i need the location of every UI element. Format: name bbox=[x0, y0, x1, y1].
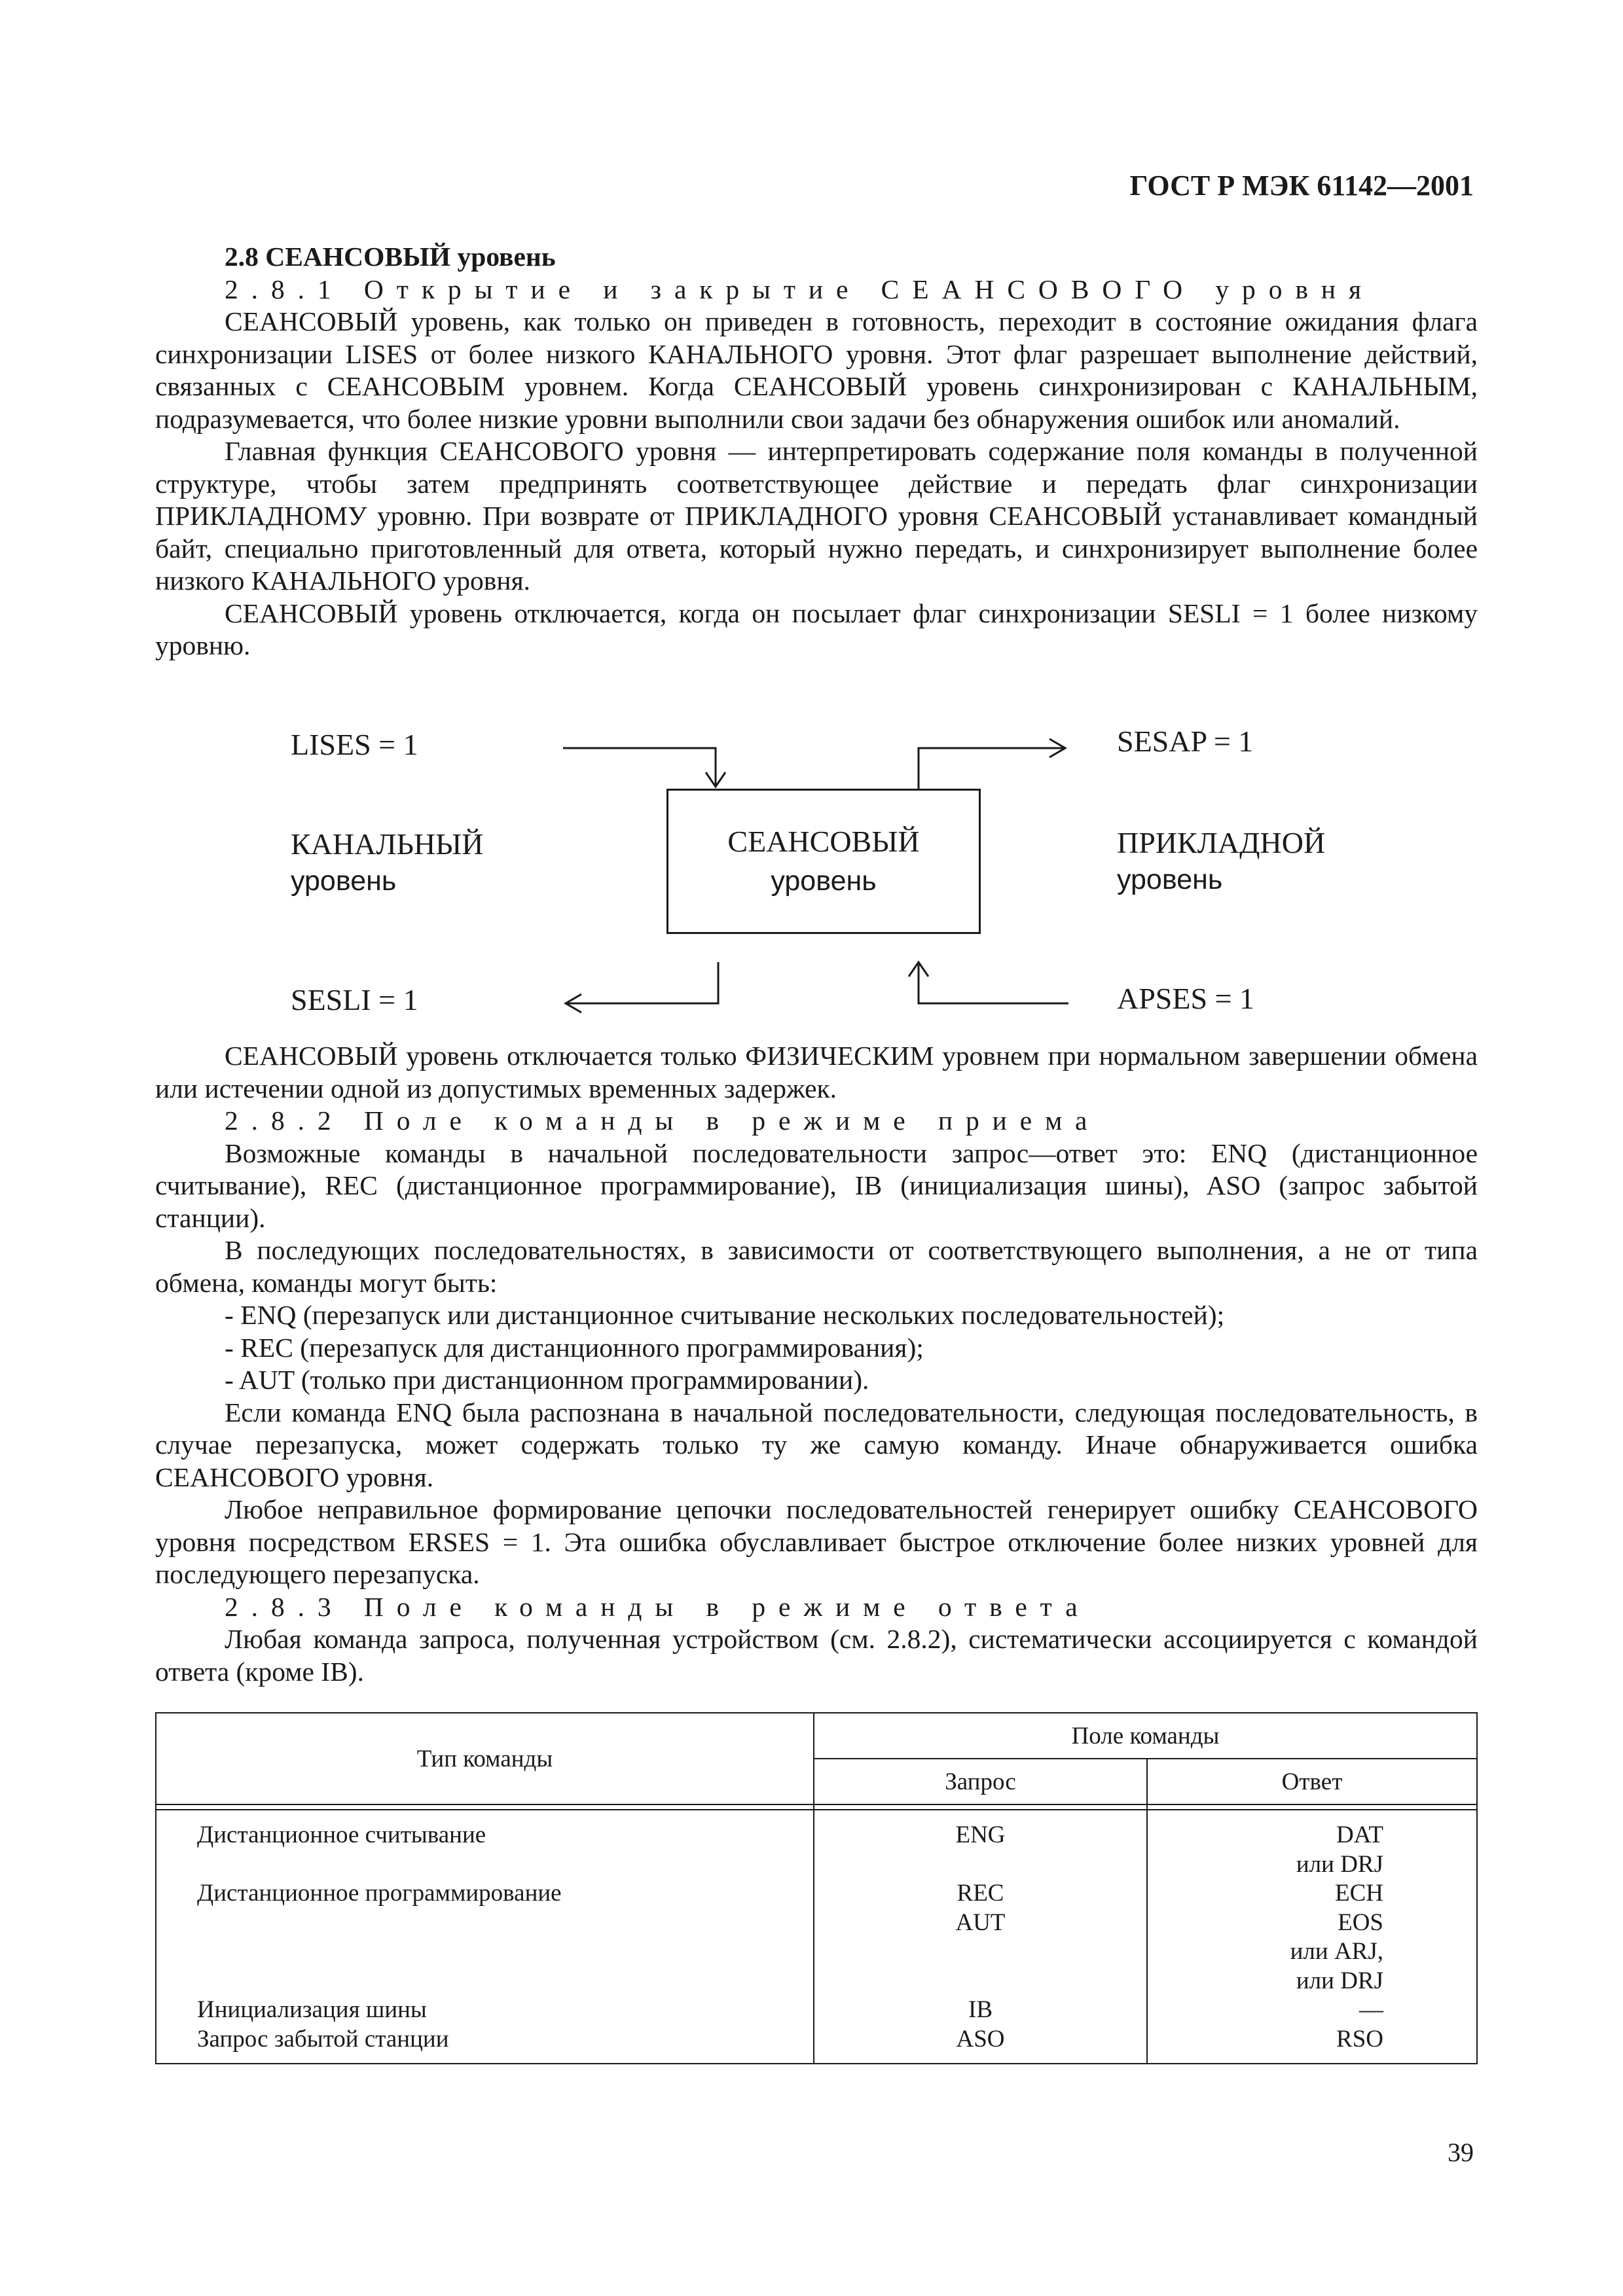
command-table bbox=[155, 1712, 1478, 2064]
paragraph: Главная функция СЕАНСОВОГО уровня — интерпретировать содержание поля команды в полученной структуре, чтобы затем предпринять соответствующее действие и передать флаг синхронизации ПРИКЛАДНОМУ уровню. При возврате от ПРИКЛАДНОГО уровня СЕАНСОВЫЙ устанавливает командный байт, специально приготовленный для ответа, который нужно передать, и синхронизирует выполнение более низкого КАНАЛЬНОГО уровня. bbox=[155, 436, 1478, 596]
paragraph: СЕАНСОВЫЙ уровень, как только он приведен в готовность, переходит в состояние ожидания флага синхронизации LISES от более низкого КАНАЛЬНОГО уровня. Этот флаг разрешает выполнение действий, связанных с СЕАНСОВЫМ уровнем. Когда СЕАНСОВЫЙ уровень синхронизирован с КАНАЛЬНЫМ, подразумевается, что более низкие уровни выполнили свои задачи без обнаружения ошибок или аномалий. bbox=[155, 306, 1478, 434]
type-column bbox=[156, 1810, 814, 2064]
response-cell: или DRJ bbox=[1296, 1850, 1383, 1878]
response-cell: или DRJ bbox=[1296, 1967, 1383, 1994]
request-cell: REC bbox=[957, 1880, 1004, 1907]
header-request: Запрос bbox=[814, 1759, 1147, 1804]
paragraph: СЕАНСОВЫЙ уровень отключается только ФИЗИЧЕСКИМ уровнем при нормальном завершении обмена или истечении одной из допустимых временных задержек. bbox=[155, 1041, 1478, 1103]
paragraph: Возможные команды в начальной последовательности запрос—ответ это: ENQ (дистанционное считывание), REC (дистанционное программирование), IB (инициализация шины), ASO (запрос забытой станции). bbox=[155, 1138, 1478, 1233]
request-cell bbox=[814, 1850, 1146, 1880]
type-cell bbox=[156, 1850, 813, 1880]
section-text-bottom bbox=[155, 1040, 1478, 1688]
request-cell: AUT bbox=[955, 1909, 1006, 1936]
list-item: - REC (перезапуск для дистанционного программирования); bbox=[225, 1332, 924, 1363]
layer-application-label: ПРИКЛАДНОЙ уровень bbox=[1117, 826, 1326, 895]
arrow-apses bbox=[919, 963, 1068, 1003]
page-number: 39 bbox=[1448, 2138, 1474, 2167]
subsection-title-2-8-3: 2.8.3 Поле команды в режиме ответа bbox=[225, 1591, 1091, 1622]
section-title: 2.8 СЕАНСОВЫЙ уровень bbox=[225, 242, 556, 272]
header-command-field: Поле команды bbox=[814, 1713, 1477, 1759]
type-cell bbox=[156, 1909, 813, 1938]
request-cell bbox=[814, 1967, 1146, 1996]
paragraph: СЕАНСОВЫЙ уровень отключается, когда он посылает флаг синхронизации SESLI = 1 более низкому уровню. bbox=[155, 598, 1478, 660]
response-cell: DAT bbox=[1336, 1821, 1383, 1848]
type-cell: Дистанционное программирование bbox=[197, 1880, 562, 1907]
request-cell bbox=[814, 1937, 1146, 1967]
paragraph: Любая команда запроса, полученная устройством (см. 2.8.2), систематически ассоциируется с командой ответа (кроме IB). bbox=[155, 1624, 1478, 1687]
flag-sesap: SESAP = 1 bbox=[1117, 725, 1254, 758]
response-cell: EOS bbox=[1338, 1909, 1383, 1936]
spacer bbox=[1147, 1804, 1477, 1810]
subsection-title-2-8-1: 2.8.1 Открытие и закрытие СЕАНСОВОГО уровня bbox=[225, 274, 1375, 304]
response-cell: или ARJ, bbox=[1290, 1938, 1383, 1965]
layer-link-label: КАНАЛЬНЫЙ уровень bbox=[291, 827, 484, 897]
response-column bbox=[1147, 1810, 1477, 2064]
arrow-sesap bbox=[919, 748, 1064, 789]
paragraph: Если команда ENQ была распознана в начальной последовательности, следующая последовательность, в случае перезапуска, может содержать только ту же самую команду. Иначе обнаруживается ошибка СЕАНСОВОГО уровня. bbox=[155, 1397, 1478, 1492]
arrow-apses-head bbox=[909, 962, 928, 977]
response-cell: RSO bbox=[1336, 2025, 1383, 2053]
flag-apses: APSES = 1 bbox=[1117, 982, 1255, 1015]
flag-lises: LISES = 1 bbox=[291, 728, 418, 761]
paragraph: Любое неправильное формирование цепочки последовательностей генерирует ошибку СЕАНСОВОГО уровня посредством ERSES = 1. Эта ошибка обуславливает быстрое отключение более низких уровней для последующего перезапуска. bbox=[155, 1494, 1478, 1589]
type-cell: Инициализация шины bbox=[197, 1996, 427, 2023]
response-cell: — bbox=[1359, 1996, 1383, 2023]
arrow-lises-head bbox=[706, 772, 725, 787]
section-text-top bbox=[155, 241, 1478, 662]
type-cell bbox=[156, 1937, 813, 1967]
type-cell bbox=[156, 1967, 813, 1996]
paragraph: В последующих последовательностях, в зависимости от соответствующего выполнения, а не от типа обмена, команды могут быть: bbox=[155, 1235, 1478, 1298]
layer-session-box: СЕАНСОВЫЙ уровень bbox=[666, 789, 981, 934]
request-cell: ENG bbox=[955, 1821, 1006, 1848]
arrow-sesli bbox=[567, 962, 718, 1003]
arrow-sesli-head bbox=[566, 994, 581, 1013]
spacer bbox=[814, 1804, 1147, 1810]
arrow-sesap-head bbox=[1049, 739, 1065, 757]
list-item: - AUT (только при дистанционном программировании). bbox=[225, 1365, 869, 1395]
list-item: - ENQ (перезапуск или дистанционное считывание нескольких последовательностей); bbox=[225, 1300, 1225, 1330]
document-code: ГОСТ Р МЭК 61142—2001 bbox=[1129, 170, 1474, 202]
header-response: Ответ bbox=[1147, 1759, 1477, 1804]
spacer bbox=[156, 1804, 814, 1810]
type-cell: Запрос забытой станции bbox=[197, 2025, 449, 2053]
request-cell: IB bbox=[968, 1996, 993, 2023]
subsection-title-2-8-2: 2.8.2 Поле команды в режиме приема bbox=[225, 1105, 1101, 1136]
request-cell: ASO bbox=[956, 2025, 1005, 2053]
response-cell: ECH bbox=[1335, 1880, 1383, 1907]
type-cell: Дистанционное считывание bbox=[197, 1821, 486, 1848]
flag-sesli: SESLI = 1 bbox=[291, 983, 418, 1016]
header-command-type: Тип команды bbox=[156, 1713, 814, 1804]
arrow-lises bbox=[563, 748, 716, 785]
request-column bbox=[814, 1810, 1147, 2064]
